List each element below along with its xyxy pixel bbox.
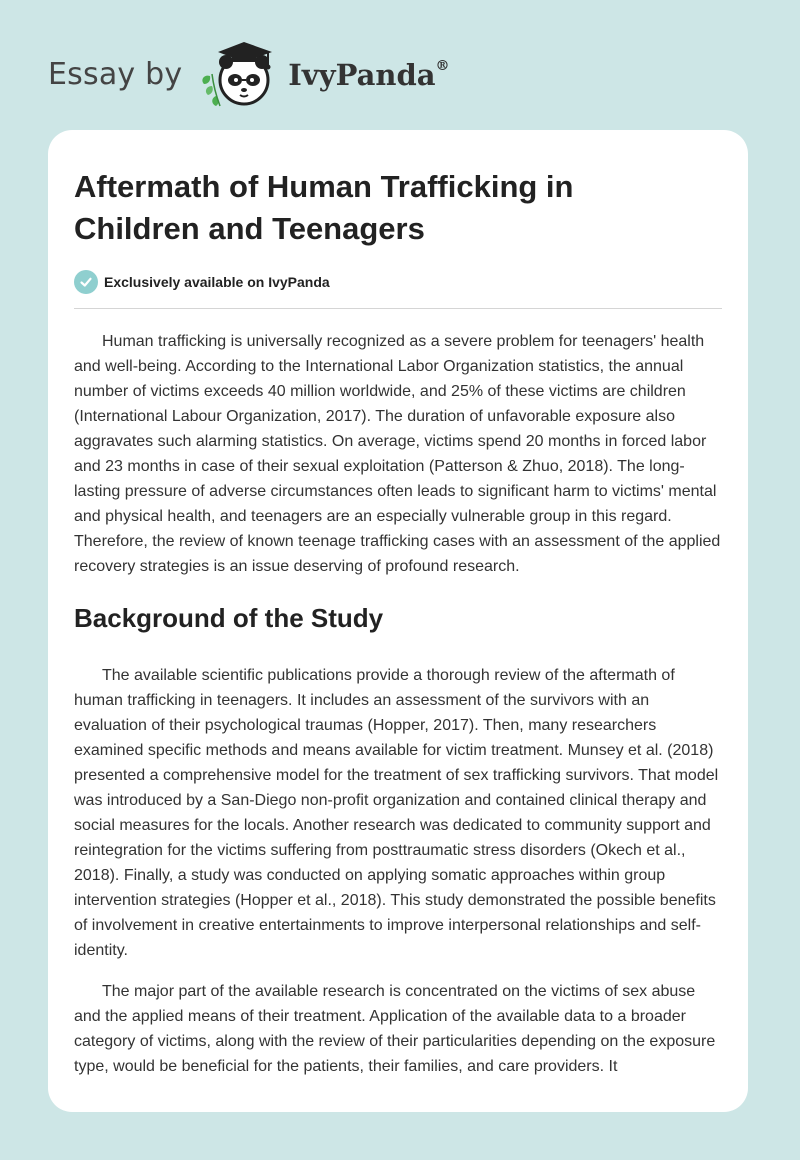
ivy-leaf-icon bbox=[203, 74, 221, 106]
panda-graduate-icon bbox=[196, 34, 282, 110]
essay-by-label: Essay by bbox=[48, 56, 183, 92]
check-icon bbox=[74, 270, 98, 294]
brand-name[interactable] bbox=[288, 58, 449, 92]
paragraph-intro: Human trafficking is universally recognized as a severe problem for teenagers' health and well-being. According to the International Labor Organization statistics, the annual number of victims exceeds 40 million worldwide, and 25% of these victims are children (International Labour Organization, 2017). The duration of unfavorable exposure also aggravates such alarming statistics. On average, victims spend 20 months in forced labor and 23 months in case of their sexual exploitation (Patterson & Zhuo, 2018). The long-lasting pressure of adverse circumstances often leads to significant harm to victims' mental and physical health, and teenagers are an especially vulnerable group in this regard. Therefore, the review of known teenage trafficking cases with an assessment of the applied recovery strategies is an issue deserving of profound research. bbox=[74, 333, 721, 575]
essay-content bbox=[48, 130, 748, 1079]
panda-logo-icon[interactable] bbox=[196, 34, 282, 110]
exclusive-badge bbox=[74, 270, 722, 309]
paragraph-background: The available scientific publications provide a thorough review of the aftermath of human trafficking in teenagers. It includes an assessment of the survivors with an evaluation of their psychological traumas (Hopper, 2017). Then, many researchers examined specific methods and means available for victim treatment. Munsey et al. (2018) presented a comprehensive model for the treatment of sex trafficking survivors. That model was introduced by a San-Diego non-profit organization and contained clinical therapy and social measures for the locals. Another research was dedicated to community support and reintegration for the victims suffering from posttraumatic stress disorders (Okech et al., 2018). Finally, a study was conducted on applying somatic approaches within group intervention strategies (Hopper et al., 2018). This study demonstrated the possible benefits of involvement in creative entertainments to improve interpersonal relationships and self-identity. bbox=[74, 667, 719, 959]
essay-card bbox=[48, 130, 748, 1112]
site-header bbox=[48, 34, 450, 110]
brand-text: IvyPanda bbox=[288, 58, 436, 92]
paragraph-continued: The major part of the available research is concentrated on the victims of sex abuse and the applied means of their treatment. Application of the available data to a broader category of victims, along with the review of their particularities depending on the exposure type, would be beneficial for the patients, their families, and care providers. It bbox=[74, 983, 716, 1075]
section-heading: Background of the Study bbox=[74, 603, 384, 633]
exclusive-badge-text: Exclusively available on IvyPanda bbox=[104, 274, 330, 290]
essay-title: Aftermath of Human Trafficking in Children and Teenagers bbox=[74, 169, 574, 246]
registered-mark: ® bbox=[435, 58, 450, 75]
